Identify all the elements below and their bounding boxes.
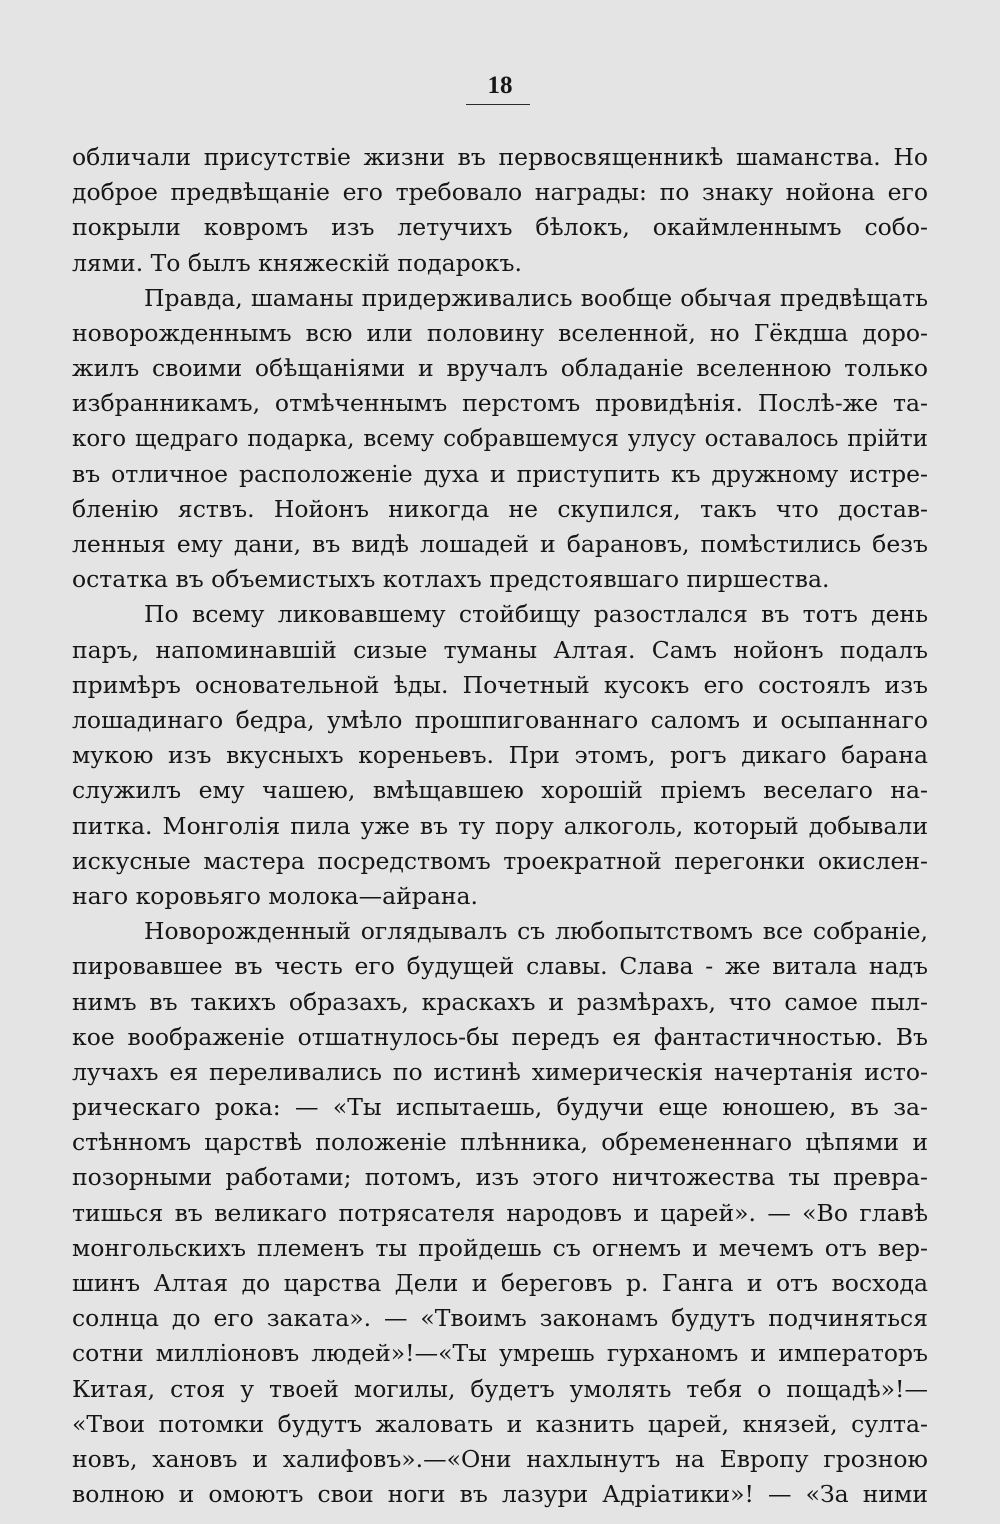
text-line: доброе предвѣщаніе его требовало награды: по знаку нойона его — [72, 178, 928, 207]
text-line: избранникамъ, отмѣченнымъ перстомъ провидѣнія. Послѣ-же та- — [72, 389, 928, 418]
text-line: паръ, напоминавшій сизые туманы Алтая. Самъ нойонъ подалъ — [72, 635, 928, 664]
text-line: примѣръ основательной ѣды. Почетный кусокъ его состоялъ изъ — [72, 670, 928, 699]
text-line: пировавшее въ честь его будущей славы. Слава - же витала надъ — [72, 952, 928, 981]
text-line: бленію яствъ. Нойонъ никогда не скупился, такъ что достав- — [72, 494, 928, 523]
text-line: служилъ ему чашею, вмѣщавшею хорошій пріемъ веселаго на- — [72, 776, 928, 805]
text-line: кого щедраго подарка, всему собравшемуся улусу оставалось прійти — [72, 425, 928, 452]
text-line: Китая, стоя у твоей могилы, будетъ умолять тебя о пощадѣ»!— — [72, 1374, 928, 1403]
text-line: лучахъ ея переливались по истинѣ химерическія начертанія исто- — [72, 1057, 928, 1086]
text-line: лями. То былъ княжескій подарокъ. — [72, 248, 522, 277]
text-line: новъ, хановъ и халифовъ».—«Они нахлынутъ на Европу грозною — [72, 1444, 928, 1473]
page-number: 18 — [487, 72, 513, 99]
page-number-rule — [466, 104, 530, 105]
text-line: «Твои потомки будутъ жаловать и казнить царей, князей, султа- — [72, 1409, 928, 1438]
text-line: Правда, шаманы придерживались вообще обычая предвѣщать — [144, 283, 928, 312]
text-line: жилъ своими обѣщаніями и вручалъ обладаніе вселенною только — [72, 354, 928, 383]
text-line: волною и омоютъ свои ноги въ лазури Адріатики»! — «За ними — [72, 1480, 928, 1509]
text-line: лошадинаго бедра, умѣло прошпигованнаго саломъ и осыпаннаго — [72, 706, 928, 734]
text-line: рическаго рока: — «Ты испытаешь, будучи еще юношею, въ за- — [72, 1093, 928, 1122]
text-line: монгольскихъ племенъ ты пройдешь съ огнемъ и мечемъ отъ вер- — [72, 1233, 928, 1262]
text-line: кое воображеніе отшатнулось-бы передъ ея фантастичностью. Въ — [72, 1022, 928, 1051]
text-line: солнца до его заката». — «Твоимъ законамъ будутъ подчиняться — [72, 1304, 928, 1333]
text-line: Новорожденный оглядывалъ съ любопытствомъ все собраніе, — [144, 917, 928, 946]
text-line: По всему ликовавшему стойбищу разостлался въ тотъ день — [144, 600, 928, 629]
text-line: обличали присутствіе жизни въ первосвященникѣ шаманства. Но — [72, 143, 928, 171]
text-line: искусные мастера посредствомъ троекратной перегонки окислен- — [72, 846, 928, 875]
text-line: питка. Монголія пила уже въ ту пору алкоголь, который добывали — [72, 811, 928, 840]
text-line: покрыли ковромъ изъ летучихъ бѣлокъ, окаймленнымъ собо- — [72, 213, 928, 242]
text-line: позорными работами; потомъ, изъ этого ничтожества ты превра- — [72, 1163, 928, 1192]
text-line: стѣнномъ царствѣ положеніе плѣнника, обремененнаго цѣпями и — [72, 1128, 928, 1157]
text-line: остатка въ объемистыхъ котлахъ предстоявшаго пиршества. — [72, 565, 830, 594]
body-text — [72, 140, 928, 1512]
text-line: сотни милліоновъ людей»!—«Ты умрешь гурханомъ и императоръ — [72, 1339, 928, 1368]
text-line: нимъ въ такихъ образахъ, краскахъ и размѣрахъ, что самое пыл- — [72, 987, 928, 1016]
text-line: наго коровьяго молока—айрана. — [72, 881, 478, 910]
text-line: ленныя ему дани, въ видѣ лошадей и барановъ, помѣстились безъ — [72, 530, 928, 559]
text-line: новорожденнымъ всю или половину вселенной, но Гёкдша доро- — [72, 318, 928, 347]
text-line: тишься въ великаго потрясателя народовъ и царей». — «Во главѣ — [72, 1198, 928, 1227]
text-line: шинъ Алтая до царства Дели и береговъ р. Ганга и отъ восхода — [72, 1269, 928, 1297]
text-line: мукою изъ вкусныхъ кореньевъ. При этомъ, рогъ дикаго барана — [72, 741, 928, 770]
text-line: въ отличное расположеніе духа и приступить къ дружному истре- — [72, 459, 928, 488]
